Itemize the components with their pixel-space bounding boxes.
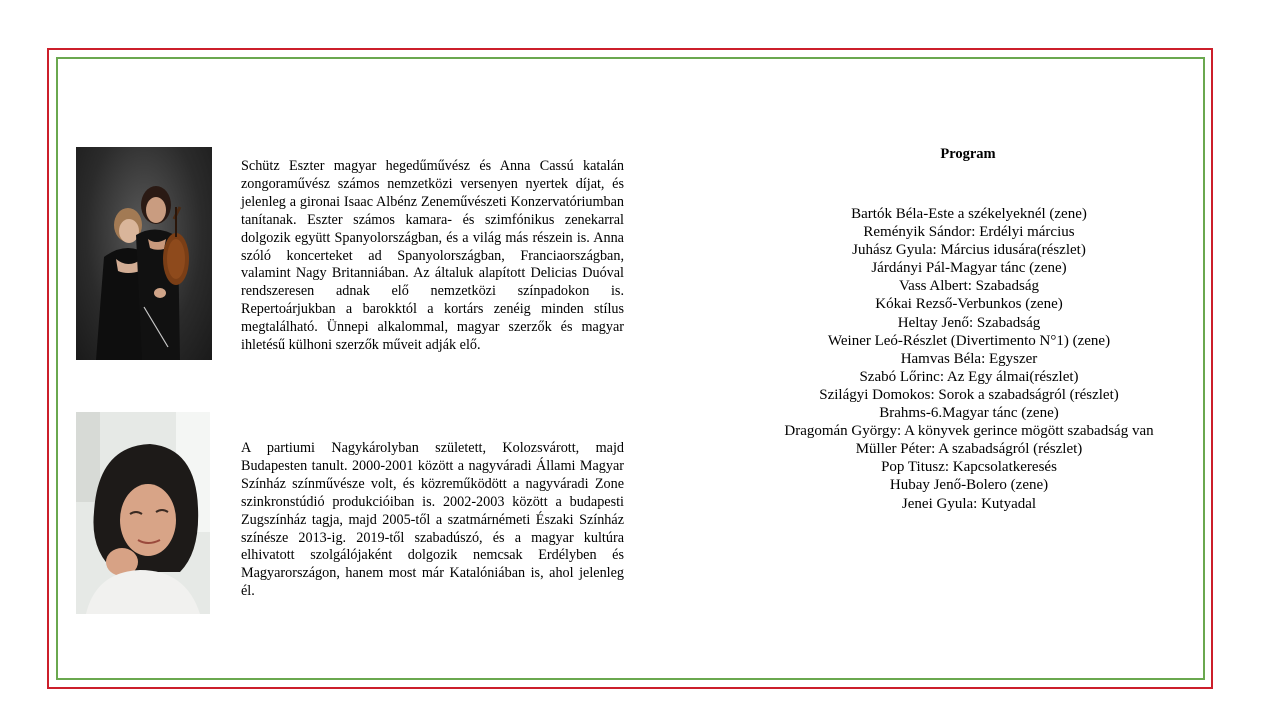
program-item: Kókai Rezső-Verbunkos (zene) [875,296,1063,313]
program-item: Müller Péter: A szabadságról (részlet) [855,441,1083,458]
duo-bio-text: Schütz Eszter magyar hegedűművész és Anna Cassú katalán zongoraművész számos nemzetközi versenyen nyertek díjat, és jelenleg a gironai Isaac Albénz Zeneművészeti Konzervatóriumban tanítanak. Eszter számos kamara- és szimfónikus zenekarral dolgozik együtt Spanyolországban, és a világ más részein is. Anna szóló koncerteket ad Spanyolországban, Franciaországban, valamint Nagy Britanniában. Az általuk alapított Delicias Duóval rendszeresen adnak elő nemzetközi színpadokon is. Repertoárjukban a barokktól a kortárs zenéig minden stílus megtalálható. Ünnepi alkalommal, magyar szerzők és magyar ihletésű külhoni szerzők műveit adják elő. [241,158,624,354]
program-item: Bartók Béla-Este a székelyeknél (zene) [851,206,1087,222]
program-title: Program [940,146,996,162]
program-item: Juhász Gyula: Március idusára(részlet) [852,242,1086,259]
program-item: Pop Titusz: Kapcsolatkeresés [881,459,1057,476]
program-item: Dragomán György: A könyvek gerince mögött szabadság van [784,423,1154,440]
program-item: Szabó Lőrinc: Az Egy álmai(részlet) [859,368,1079,385]
program-item: Weiner Leó-Részlet (Divertimento N°1) (zene) [827,332,1111,349]
program-item: Szilágyi Domokos: Sorok a szabadságról (részlet) [819,386,1119,403]
program-list [740,205,1198,513]
program-item: Jenei Gyula: Kutyadal [901,495,1037,512]
duo-portrait-photo [76,147,212,360]
program-item: Hamvas Béla: Egyszer [900,350,1038,367]
actress-portrait-photo [76,412,210,614]
program-item: Vass Albert: Szabadság [899,278,1039,295]
program-item: Járdányi Pál-Magyar tánc (zene) [871,260,1067,277]
program-item: Heltay Jenő: Szabadság [897,314,1041,331]
actress-bio-text: A partiumi Nagykárolyban született, Kolozsvárott, majd Budapesten tanult. 2000-2001 között a nagyváradi Állami Magyar Színház színművésze volt, és közreműködött a nagyváradi Zone szinkronstúdió produkcióiban is. 2002-2003 között a budapesti Zugszínház tagja, majd 2005-től a szatmárnémeti Északi Színház színésze 2013-ig. 2019-től szabadúszó, és a magyar kultúra elhivatott szolgálójaként dolgozik nemcsak Erdélyben és Magyarországon, hanem most már Katalóniában is, ahol jelenleg él. [241,440,624,600]
program-item: Reményik Sándor: Erdélyi március [863,224,1075,241]
program-item: Hubay Jenő-Bolero (zene) [889,477,1049,494]
program-item: Brahms-6.Magyar tánc (zene) [879,405,1059,422]
